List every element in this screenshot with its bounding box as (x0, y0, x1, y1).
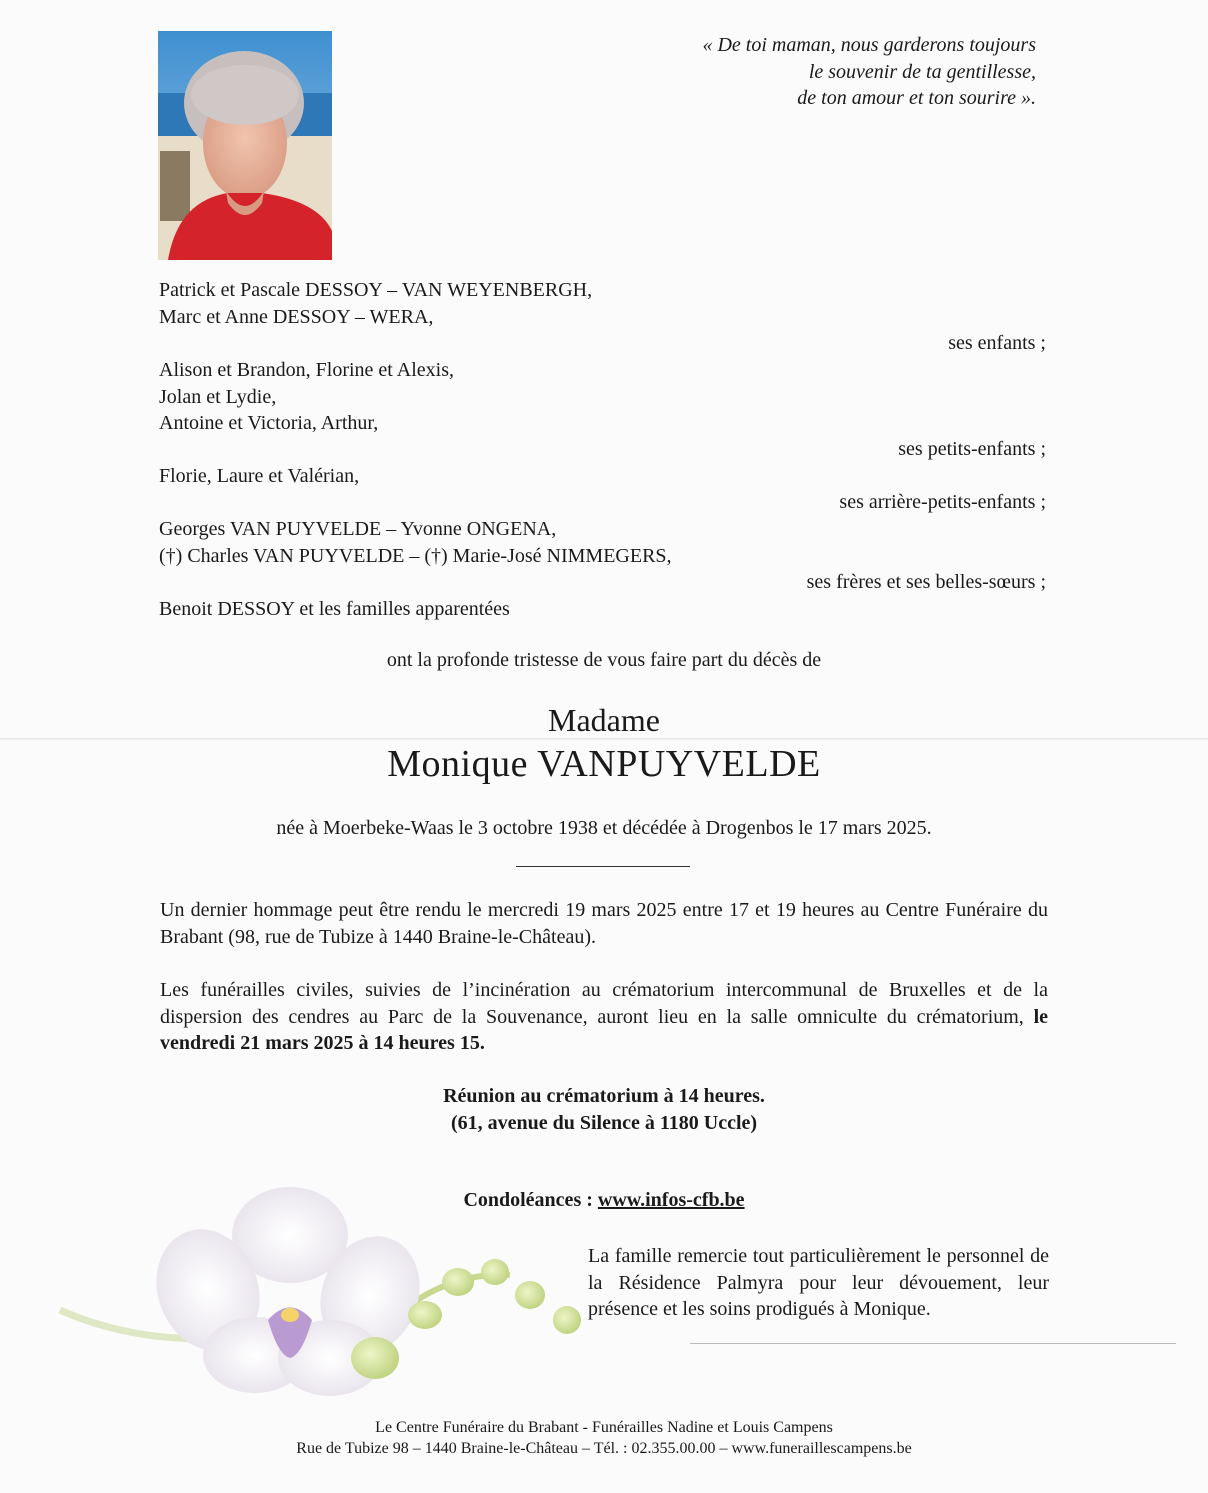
portrait-photo (158, 31, 332, 260)
children-names (159, 277, 592, 330)
footer-line-2: Rue de Tubize 98 – 1440 Braine-le-Château – Tél. : 02.355.00.00 – www.funeraillescampens.be (296, 1440, 912, 1457)
orchid-image (40, 1180, 600, 1410)
quote-line: le souvenir de ta gentillesse, (808, 60, 1036, 83)
children-relation: ses enfants ; (948, 332, 1046, 354)
funerals-paragraph (160, 977, 1048, 1057)
siblings-relation: ses frères et ses belles-sœurs ; (806, 571, 1046, 593)
great-grandchildren-names (159, 463, 359, 490)
hommage-paragraph: Un dernier hommage peut être rendu le mercredi 19 mars 2025 entre 17 et 19 heures au Centre Funéraire du Brabant (98, rue de Tubize à 1440 Braine-le-Château). (160, 899, 1048, 948)
funerals-datetime: le vendredi 21 mars 2025 à 14 heures 15. (160, 1005, 1049, 1054)
funerals-text: Les funérailles civiles, suivies de l’incinération au crématorium intercommunal de Bruxelles et de la dispersion des cendres au Parc de la Souvenance, auront lieu en la salle omniculte du crématorium, (160, 979, 1048, 1028)
grandchildren-names (159, 357, 454, 437)
meeting-address: (61, avenue du Silence à 1180 Uccle) (450, 1112, 758, 1134)
grandchildren-relation: ses petits-enfants ; (898, 438, 1046, 460)
great-grandchildren-relation: ses arrière-petits-enfants ; (839, 491, 1046, 513)
family-line: (†) Charles VAN PUYVELDE – (†) Marie-José NIMMEGERS, (159, 544, 672, 567)
family-line: Georges VAN PUYVELDE – Yvonne ONGENA, (159, 518, 557, 540)
deceased-name: Monique VANPUYVELDE (387, 743, 821, 785)
deceased-title: Madame (548, 702, 660, 738)
condolences-label: Condoléances : (463, 1189, 593, 1211)
thanks-paragraph: La famille remercie tout particulièrement le personnel de la Résidence Palmyra pour leur dévouement, leur présence et les soins prodigués à Monique. (588, 1245, 1049, 1320)
thanks-underline (690, 1343, 1176, 1344)
birth-death-dates: née à Moerbeke-Waas le 3 octobre 1938 et décédée à Drogenbos le 17 mars 2025. (276, 817, 932, 839)
condolences-link[interactable]: www.infos-cfb.be (597, 1189, 745, 1211)
family-line: Marc et Anne DESSOY – WERA, (159, 305, 434, 328)
divider (516, 866, 690, 867)
other-family: Benoit DESSOY et les familles apparentées (159, 598, 510, 620)
family-line: Patrick et Pascale DESSOY – VAN WEYENBERGH, (159, 279, 593, 301)
family-line: Alison et Brandon, Florine et Alexis, (159, 359, 454, 381)
family-line: Florie, Laure et Valérian, (159, 465, 360, 487)
footer-line-1: Le Centre Funéraire du Brabant - Funérailles Nadine et Louis Campens (375, 1419, 833, 1436)
meeting-line: Réunion au crématorium à 14 heures. (443, 1085, 765, 1107)
meeting-info (0, 1083, 1208, 1137)
epitaph-quote (576, 32, 1036, 112)
family-line: Antoine et Victoria, Arthur, (159, 412, 379, 434)
siblings-names (159, 516, 672, 569)
announcement-text: ont la profonde tristesse de vous faire part du décès de (386, 649, 822, 671)
quote-line: de ton amour et ton sourire ». (797, 87, 1036, 109)
family-line: Jolan et Lydie, (159, 385, 277, 408)
quote-line: « De toi maman, nous garderons toujours (702, 34, 1036, 56)
